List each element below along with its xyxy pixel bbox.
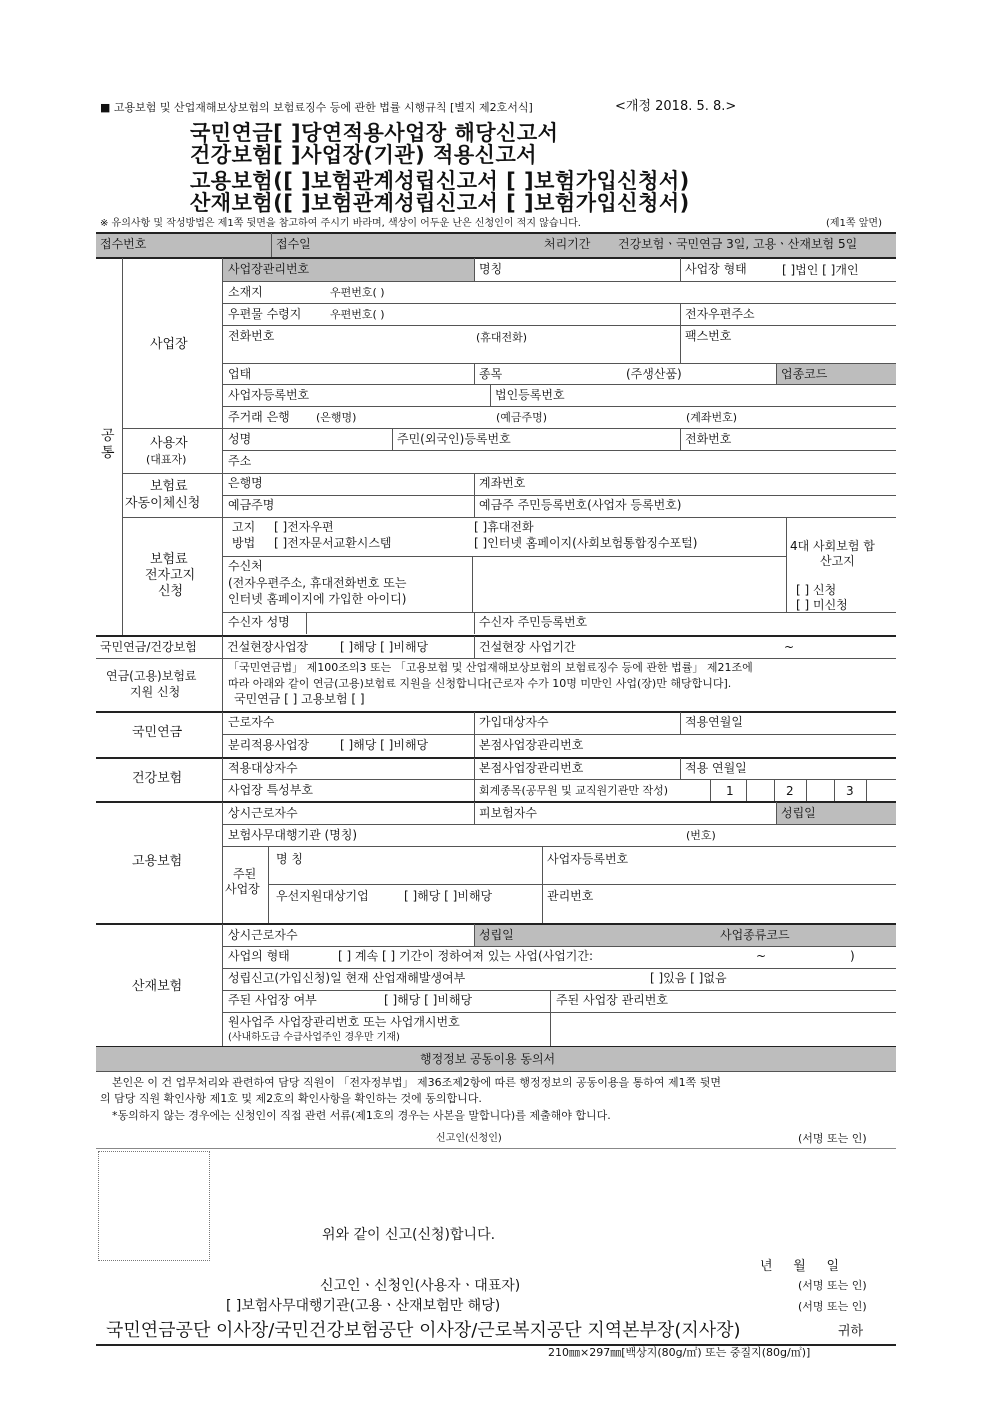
email-label: 전자우편주소	[685, 307, 755, 321]
honorific-text: 귀하	[838, 1324, 864, 1339]
main-site-label-1: 주된	[233, 867, 257, 881]
subsidy-label-1: 연금(고용)보험료	[106, 669, 197, 683]
phone-label: 전화번호	[228, 329, 275, 343]
agency-sign[interactable]: (서명 또는 인)	[798, 1300, 867, 1313]
subsidy-checkboxes[interactable]: 국민연금 [ ] 고용보험 [ ]	[234, 692, 365, 706]
employer-address-label: 주소	[228, 454, 252, 468]
main-site-label-2: 사업장	[225, 882, 260, 896]
health-eligible-label: 적용대상자수	[228, 761, 298, 775]
consent-sign-label[interactable]: (서명 또는 인)	[798, 1132, 867, 1145]
pension-workers-label: 근로자수	[228, 715, 275, 729]
declaration-text: 위와 같이 신고(신청)합니다.	[322, 1227, 496, 1243]
pension-eligible-label: 가입대상자수	[479, 715, 549, 729]
main-site-name-label: 명 칭	[276, 852, 303, 866]
applicant-label: 신고인ㆍ신청인(사용자ㆍ대표자)	[320, 1278, 521, 1294]
main-site-flag-checkboxes[interactable]: [ ]해당 [ ]비해당	[384, 993, 473, 1007]
consent-line-2: 의 담당 직원 확인사항 제1호 및 제2호의 확인사항을 확인하는 것에 동의합니다.	[100, 1092, 482, 1105]
employer-sublabel: (대표자)	[146, 453, 187, 466]
mail-recv-postal: 우편번호( )	[330, 308, 385, 321]
enotice-label-2: 전자고지	[145, 568, 196, 583]
title-pension: 국민연금[ ]당연적용사업장 해당신고서	[190, 121, 559, 145]
employer-label: 사용자	[150, 436, 188, 451]
common-side-label: 공통	[101, 428, 115, 461]
account-type-1[interactable]: 1	[726, 784, 734, 798]
construction-period-label: 건설현장 사업기간	[479, 640, 576, 654]
pension-apply-date-label: 적용연월일	[685, 715, 743, 729]
workplace-name: 명칭	[479, 262, 503, 276]
title-health: 건강보험[ ]사업장(기관) 적용신고서	[190, 143, 538, 167]
pension-hq-no-label: 본점사업장관리번호	[479, 738, 584, 752]
construction-site-label: 건설현장사업장	[227, 640, 309, 654]
main-product-label: (주생산품)	[626, 367, 682, 381]
biz-period-dash: ~	[756, 949, 767, 963]
mobile-label: (휴대전화)	[476, 331, 528, 344]
employer-name-label: 성명	[228, 432, 252, 446]
processing-period-value: 건강보험ㆍ국민연금 3일, 고용ㆍ산재보험 5일	[618, 237, 858, 251]
recv-name-label: 수신자 성명	[228, 615, 290, 629]
applicant-sign[interactable]: (서명 또는 인)	[798, 1279, 867, 1292]
main-bank-label: 주거래 은행	[228, 410, 290, 424]
revision-date: <개정 2018. 5. 8.>	[615, 99, 737, 114]
priority-support-checkboxes[interactable]: [ ]해당 [ ]비해당	[404, 889, 493, 903]
contractor-no-label: 원사업주 사업장관리번호 또는 사업개시번호	[228, 1015, 460, 1029]
location-label: 소재지	[228, 285, 263, 299]
receipt-date-label: 접수일	[276, 237, 311, 251]
main-site-mgmt-label: 주된 사업장 관리번호	[556, 993, 668, 1007]
business-type-label: 업태	[228, 367, 252, 381]
health-hq-no-label: 본점사업장관리번호	[479, 761, 584, 775]
notice-method-2: 방법	[232, 536, 256, 550]
recv-id-label: 수신자 주민등록번호	[479, 615, 588, 629]
employment-workers-label: 상시근로자수	[228, 806, 298, 820]
biz-form-checkboxes[interactable]: [ ] 계속 [ ] 기간이 정하여져 있는 사업(사업기간:	[338, 949, 594, 963]
notice-text: ※ 유의사항 및 작성방법은 제1쪽 뒷면을 참고하여 주시기 바라며, 색상이 어두운 난은 신청인이 적지 않습니다.	[100, 218, 581, 229]
employment-insured-label: 피보험자수	[479, 806, 537, 820]
main-site-biz-no-label: 사업자등록번호	[547, 852, 629, 866]
employment-label: 고용보험	[132, 854, 183, 869]
enotice-label-1: 보험료	[150, 552, 188, 567]
biz-period-paren: )	[850, 949, 855, 963]
health-apply-date-label: 적용 연월일	[685, 761, 747, 775]
workplace-label: 사업장	[150, 337, 188, 352]
industrial-type-code-label: 사업종류코드	[720, 928, 790, 942]
industry-code-label: 업종코드	[781, 367, 828, 381]
agency-name-label: 보험사무대행기관 (명칭)	[228, 828, 358, 842]
biz-reg-no-label: 사업자등록번호	[228, 388, 310, 402]
accident-checkboxes[interactable]: [ ]있음 [ ]없음	[650, 971, 727, 985]
construction-label: 국민연금/건강보험	[100, 640, 197, 654]
workplace-type-checkboxes[interactable]: [ ]법인 [ ]개인	[782, 263, 859, 277]
enotice-label-3: 신청	[158, 584, 184, 599]
pension-label: 국민연금	[132, 725, 183, 740]
pension-separate-label: 분리적용사업장	[228, 738, 310, 752]
paper-spec: 210㎜×297㎜[백상지(80g/㎡) 또는 중질지(80g/㎡)]	[548, 1346, 811, 1359]
recipient-text: 국민연금공단 이사장/국민건강보험공단 이사장/근로복지공단 지역본부장(지사장)	[106, 1320, 741, 1341]
pension-separate-checkboxes[interactable]: [ ]해당 [ ]비해당	[340, 738, 429, 752]
agency-applicant-label: [ ]보험사무대행기관(고용ㆍ산재보험만 해당)	[226, 1298, 501, 1314]
date-line[interactable]: 년 월 일	[760, 1259, 839, 1274]
recv-place-desc-2: 인터넷 홈페이지에 가입한 아이디)	[228, 592, 407, 606]
autopay-account-label: 계좌번호	[479, 476, 526, 490]
corp-reg-no-label: 법인등록번호	[495, 388, 565, 402]
workplace-mgmt-no: 사업장관리번호	[228, 262, 310, 276]
subsidy-text-2: 따라 아래와 같이 연금(고용)보험료 지원을 신청합니다[근로자 수가 10명 미만인 사업(장)만 해당합니다].	[228, 677, 732, 690]
priority-support-label: 우선지원대상기업	[276, 889, 369, 903]
title-industrial: 산재보험([ ]보험관계성립신고서 [ ]보험가입신청서)	[190, 191, 690, 215]
contractor-no-note: (사내하도급 수급사업주인 경우만 기재)	[228, 1032, 400, 1043]
four-insurance-label-2: 산고지	[820, 554, 855, 568]
receipt-no-label: 접수번호	[100, 237, 147, 251]
health-account-type-label: 회계종목(공무원 및 교직원기관만 작성)	[479, 784, 669, 797]
construction-site-checkboxes[interactable]: [ ]해당 [ ]비해당	[340, 640, 429, 654]
four-insurance-apply[interactable]: [ ] 신청	[796, 583, 837, 597]
biz-form-label: 사업의 형태	[228, 949, 290, 963]
consent-line-3: *동의하지 않는 경우에는 신청인이 직접 관련 서류(제1호의 경우는 사본을 말합니다)를 제출해야 합니다.	[112, 1109, 611, 1122]
opt-email-checkbox[interactable]: [ ]전자우편	[274, 520, 334, 534]
consent-title: 행정정보 공동이용 동의서	[420, 1052, 556, 1066]
opt-web-checkbox[interactable]: [ ]인터넷 홈페이지(사회보험통합징수포털)	[474, 536, 698, 550]
depositor-label: (예금주명)	[496, 411, 548, 424]
employer-phone-label: 전화번호	[685, 432, 732, 446]
main-site-flag-label: 주된 사업장 여부	[228, 993, 317, 1007]
industrial-est-date-label: 성립일	[479, 928, 514, 942]
account-type-2[interactable]: 2	[786, 784, 794, 798]
autopay-depositor-label: 예금주명	[228, 498, 275, 512]
account-type-3[interactable]: 3	[846, 784, 854, 798]
employment-est-date-label: 성립일	[781, 806, 816, 820]
notice-method-1: 고지	[232, 520, 256, 534]
industrial-workers-label: 상시근로자수	[228, 928, 298, 942]
recv-place-label: 수신처	[228, 559, 263, 573]
autopay-depositor-id-label: 예금주 주민등록번호(사업자 등록번호)	[479, 498, 682, 512]
autopay-bank-label: 은행명	[228, 476, 263, 490]
item-label: 종목	[479, 367, 503, 381]
account-label: (계좌번호)	[686, 411, 738, 424]
subsidy-label-2: 지원 신청	[130, 685, 181, 699]
title-employment: 고용보험([ ]보험관계성립신고서 [ ]보험가입신청서)	[190, 169, 690, 193]
subsidy-text-1: 「국민연금법」 제100조의3 또는 「고용보험 및 산업재해보상보험의 보험료징수 등에 관한 법률」 제21조에	[228, 661, 753, 674]
regulation-text: ■ 고용보험 및 산업재해보상보험의 보험료징수 등에 관한 법률 시행규칙 [별지 제2호서식]	[100, 101, 533, 114]
four-insurance-noapply[interactable]: [ ] 미신청	[796, 598, 848, 612]
employer-resident-no-label: 주민(외국인)등록번호	[397, 432, 511, 446]
agency-no-label: (번호)	[686, 829, 716, 842]
health-label: 건강보험	[132, 771, 183, 786]
autopay-sublabel: 자동이체신청	[125, 496, 201, 511]
consent-applicant-label: 신고인(신청인)	[436, 1133, 502, 1144]
mail-recv-label: 우편물 수령지	[228, 307, 302, 321]
construction-period-tilde: ~	[784, 640, 795, 654]
fax-label: 팩스번호	[685, 329, 732, 343]
four-insurance-label: 4대 사회보험 합	[790, 539, 875, 553]
recv-place-desc-1: (전자우편주소, 휴대전화번호 또는	[228, 576, 407, 590]
location-postal: 우편번호( )	[330, 286, 385, 299]
opt-edi-checkbox[interactable]: [ ]전자문서교환시스템	[274, 536, 392, 550]
page-indicator: (제1쪽 앞면)	[826, 218, 882, 229]
autopay-label: 보험료	[150, 479, 188, 494]
accident-occurrence-label: 성립신고(가입신청)일 현재 산업재해발생여부	[228, 971, 466, 985]
main-site-mgmt-no-label: 관리번호	[547, 889, 594, 903]
health-special-code-label: 사업장 특성부호	[228, 783, 313, 797]
bank-name-label: (은행명)	[316, 411, 357, 424]
stamp-box	[98, 1151, 210, 1261]
processing-period-label: 처리기간	[544, 237, 591, 251]
workplace-type: 사업장 형태	[685, 262, 747, 276]
industrial-label: 산재보험	[132, 979, 183, 994]
opt-mobile-checkbox[interactable]: [ ]휴대전화	[474, 520, 534, 534]
consent-line-1: 본인은 이 건 업무처리와 관련하여 담당 직원이 「전자정부법」 제36조제2항에 따른 행정정보의 공동이용을 통하여 제1쪽 뒷면	[112, 1076, 721, 1089]
